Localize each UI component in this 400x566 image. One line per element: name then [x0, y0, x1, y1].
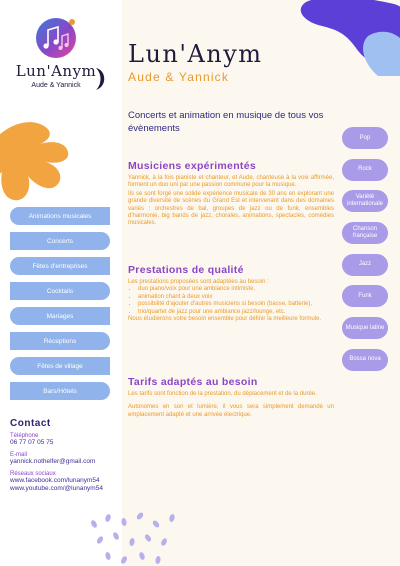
section-paragraph: Autonomes en son et lumière, il vous sera simplement demandé un emplacement adapté et une arrivée électrique.	[128, 404, 334, 418]
pill-chanson[interactable]	[342, 222, 388, 244]
social-label: Réseaux sociaux	[10, 471, 56, 477]
menu-item-label: Fêtes de village	[37, 362, 83, 370]
pill-label: Bossa nova	[349, 356, 381, 363]
list-item: • possibilité d'ajouter d'autres musiciens si besoin (basse, batterie),	[138, 301, 334, 308]
menu-item-mariages[interactable]	[10, 307, 110, 325]
section-paragraph: Yannick, à la fois pianiste et chanteur, et Aude, chanteuse à la voix affirmée, forment un duo uni par une passion commune pour la musique.	[128, 175, 334, 189]
menu-item-label: Mariages	[46, 312, 74, 320]
list-item: • duo piano/voix pour une ambiance intimiste,	[138, 286, 334, 293]
pill-label: Jazz	[358, 261, 372, 268]
menu-item-receptions[interactable]	[10, 332, 110, 350]
menu-item-label: Réceptions	[43, 337, 77, 345]
email-address[interactable]: yannick.nothelfer@gmail.com	[10, 458, 96, 465]
pill-pop[interactable]	[342, 127, 388, 149]
menu-item-concerts[interactable]	[10, 232, 110, 250]
services-menu	[10, 207, 110, 407]
section-paragraph: Ils se sont forgé une solide expérience musicale de 30 ans en explorant une grande diversité de scènes du Grand Est et intervenant dans des domaines variés : orchestres de bal, groupes de jazz ou de funk, ensembles d'harmonie, big bands de jazz, chorales, animations, spectacles, comédies musicales.	[128, 190, 334, 227]
menu-item-cocktails[interactable]	[10, 282, 110, 300]
pill-label: Chanson française	[352, 226, 378, 240]
pill-rock[interactable]	[342, 159, 388, 181]
crescent-moon-icon	[90, 66, 108, 92]
pill-variete[interactable]	[342, 190, 388, 212]
menu-item-bars-hotels[interactable]	[10, 382, 110, 400]
logo-name: Lun'Anym	[15, 62, 97, 80]
list-item: • trio/quartet de jazz pour une ambiance jazz/lounge, etc.	[138, 309, 334, 316]
section-prestations	[128, 264, 334, 323]
genre-pills	[342, 127, 388, 381]
facebook-link[interactable]: www.facebook.com/lunanym54	[10, 477, 100, 484]
pill-funk[interactable]	[342, 285, 388, 307]
orange-hand-blob-decoration	[0, 118, 74, 204]
section-paragraph: Les tarifs sont fonction de la prestation, du déplacement et de la durée.	[128, 391, 317, 397]
section-title: Prestations de qualité	[128, 264, 244, 276]
menu-item-label: Animations musicales	[28, 212, 92, 220]
menu-item-label: Cocktails	[46, 287, 74, 295]
pill-label: Pop	[359, 134, 371, 141]
section-title: Musiciens expérimentés	[128, 160, 256, 172]
menu-item-fetes-entreprises[interactable]	[10, 257, 110, 275]
section-paragraph: Nous étudierons votre besoin ensemble pour définir la meilleure formule.	[128, 316, 322, 323]
tagline: Concerts et animation en musique de tous vos évènements	[128, 110, 324, 134]
email-label: E-mail	[10, 452, 28, 458]
sidebar	[0, 0, 122, 566]
menu-item-label: Fêtes d'entreprises	[32, 262, 88, 270]
logo-subtitle: Aude & Yannick	[31, 82, 81, 89]
pill-label: Rock	[358, 166, 372, 173]
section-paragraph: Les prestations proposées sont adaptées au besoin :	[128, 279, 269, 285]
dots-decoration	[84, 510, 204, 566]
page-subtitle: Aude & Yannick	[128, 70, 230, 84]
music-notes-logo-icon	[34, 16, 78, 60]
pill-bossa[interactable]	[342, 349, 388, 371]
pill-label: Funk	[358, 292, 372, 299]
section-title: Tarifs adaptés au besoin	[128, 376, 258, 388]
prestations-list	[138, 286, 334, 316]
pill-jazz[interactable]	[342, 254, 388, 276]
page-title: Lun'Anym	[128, 40, 263, 68]
phone-label: Téléphone	[10, 433, 39, 439]
phone-number[interactable]: 06 77 07 05 75	[10, 439, 54, 446]
list-item: • animation chant à deux voix	[138, 294, 334, 301]
menu-item-animations[interactable]	[10, 207, 110, 225]
pill-label: Musique latine	[345, 324, 385, 331]
menu-item-label: Bars/Hôtels	[43, 387, 77, 395]
logo	[4, 16, 116, 106]
section-musiciens	[128, 160, 334, 228]
pill-latine[interactable]	[342, 317, 388, 339]
pill-label: Variété internationale	[346, 194, 384, 208]
youtube-link[interactable]: www.youtube.com/@lunanym54	[10, 485, 103, 492]
purple-blob-decoration	[298, 0, 400, 76]
contact-block	[10, 418, 122, 498]
section-tarifs	[128, 376, 334, 419]
menu-item-label: Concerts	[46, 237, 73, 245]
contact-title: Contact	[10, 418, 51, 429]
menu-item-fetes-village[interactable]	[10, 357, 110, 375]
